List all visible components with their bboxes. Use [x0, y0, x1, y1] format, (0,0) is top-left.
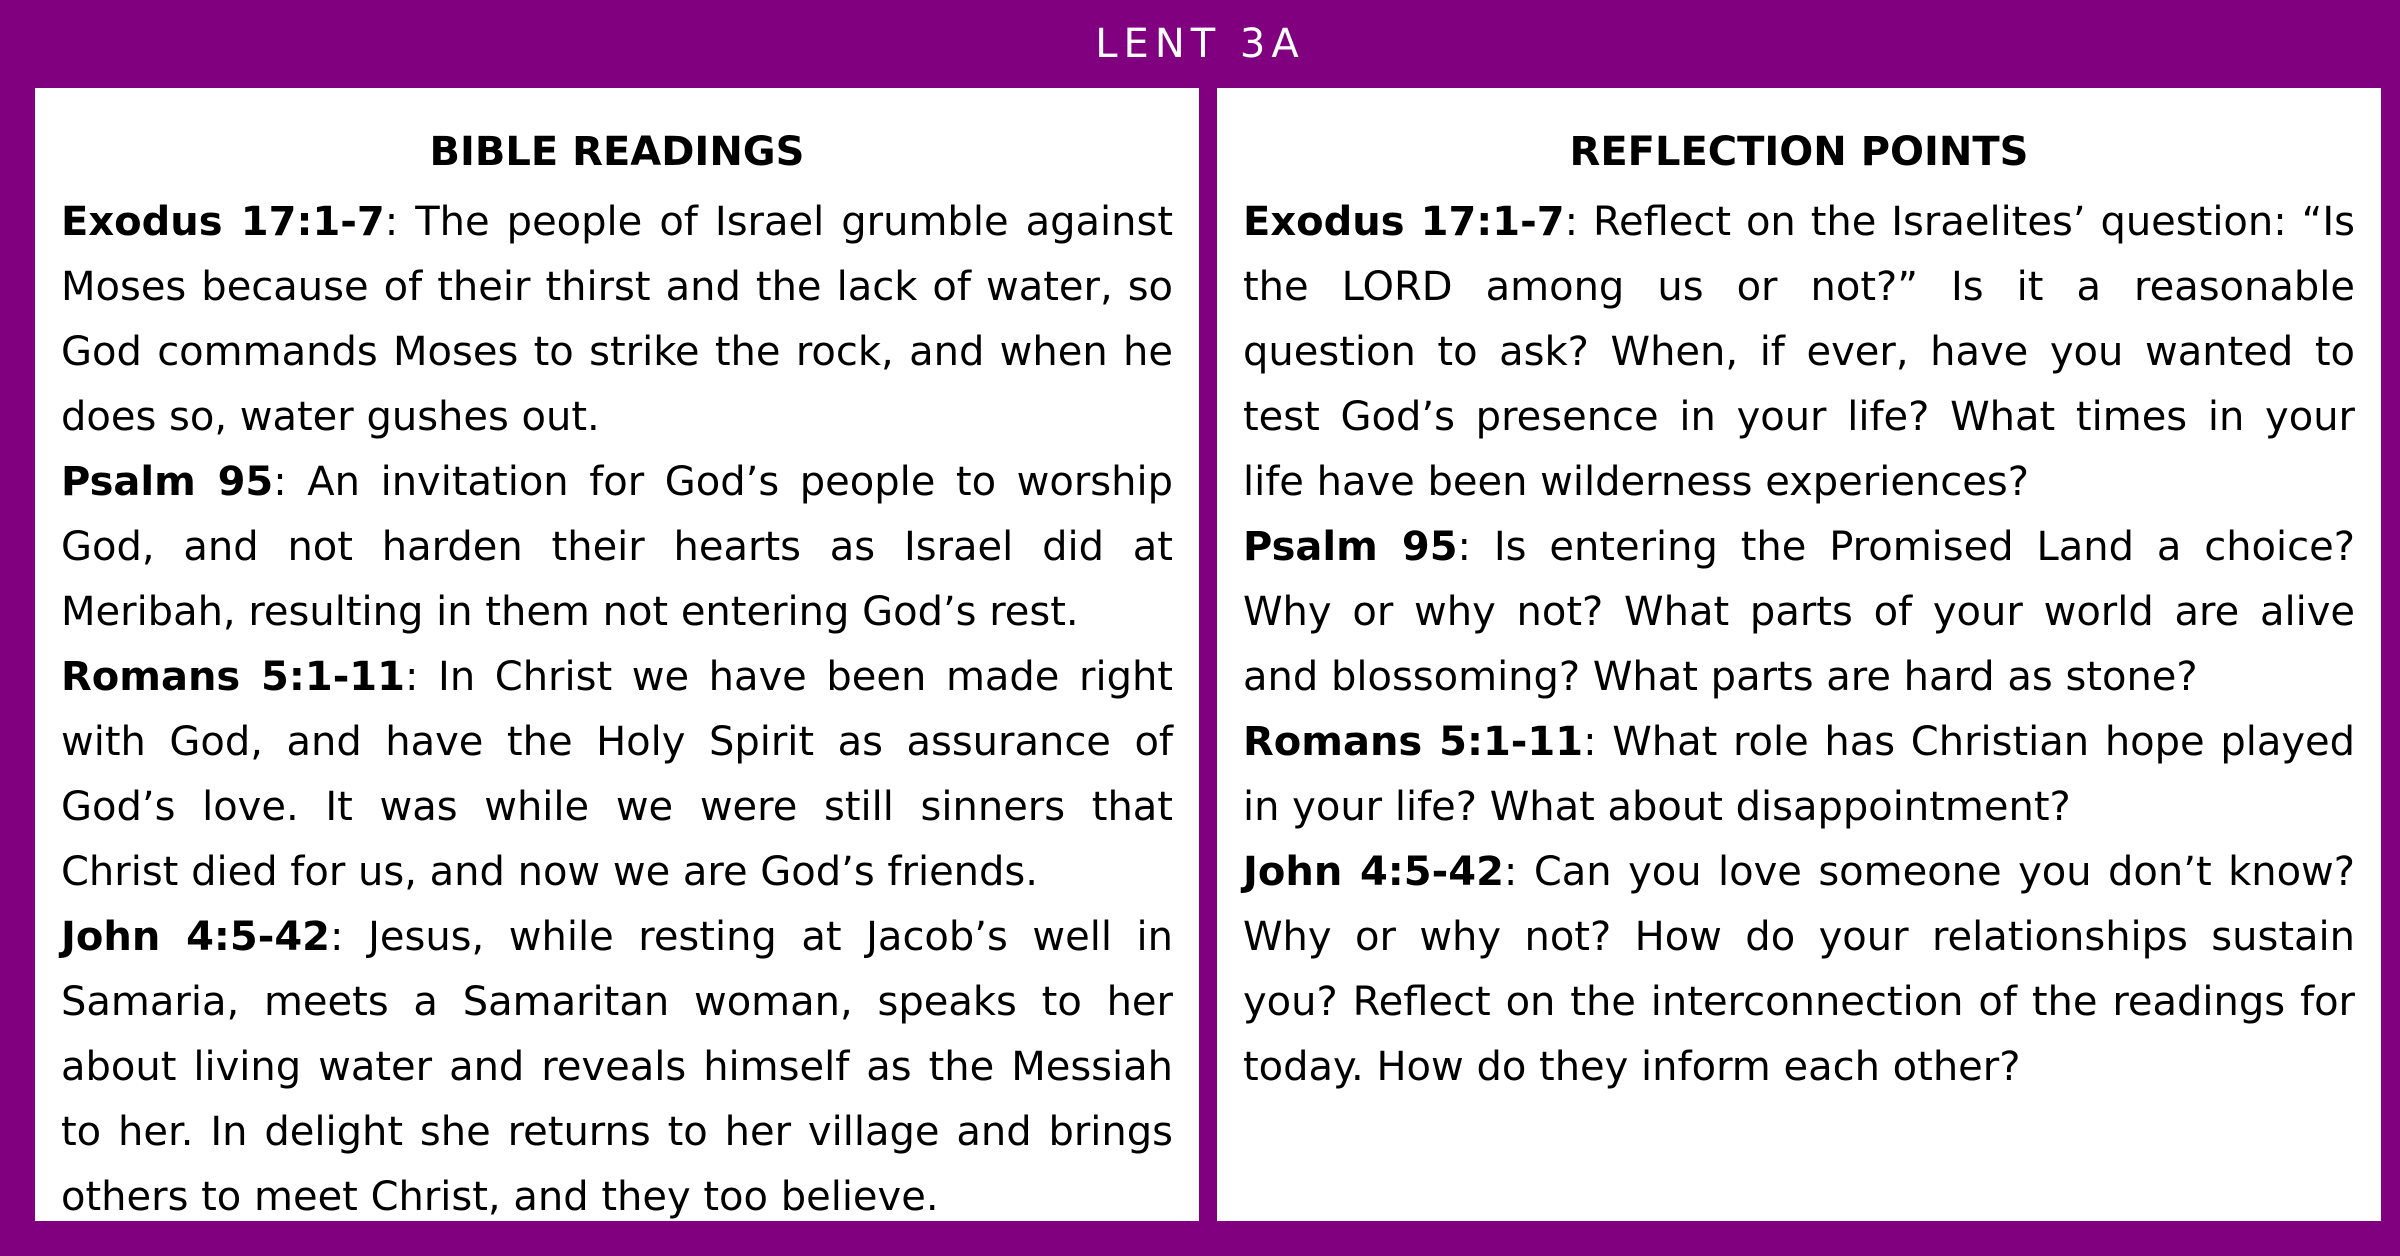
reflection-ref: John 4:5-42 [1243, 849, 1504, 895]
reading-ref: Romans 5:1-11 [61, 654, 405, 700]
reflection-points-heading: REFLECTION POINTS [1569, 129, 2029, 175]
reading-ref: John 4:5-42 [61, 914, 331, 960]
reading-text: : In Christ we have been made right with God, and have the Holy Spirit as assurance of God’s love. It was while we were still sinners that Christ died for us, and now we are God’s friends. [61, 654, 1173, 895]
reading-entry-romans [61, 645, 1173, 905]
reflection-ref: Exodus 17:1-7 [1243, 199, 1565, 245]
reflection-text: : Can you love someone you don’t know? Why or why not? How do your relationships sustain you? Reflect on the interconnection of the readings for today. How do they inform each other? [1243, 849, 2356, 1090]
reading-ref: Exodus 17:1-7 [61, 199, 385, 245]
reflection-entry-psalm [1243, 515, 2355, 710]
reading-text: : Jesus, while resting at Jacob’s well in Samaria, meets a Samaritan woman, speaks to her about living water and reveals himself as the Messiah to her. In delight she returns to her village and brings others to meet Christ, and they too believe. [61, 914, 1173, 1220]
reflection-entry-john [1243, 840, 2355, 1100]
reading-text: : The people of Israel grumble against Moses because of their thirst and the lack of water, so God commands Moses to strike the rock, and when he does so, water gushes out. [61, 199, 1173, 440]
reflection-text: : Reflect on the Israelites’ question: “Is the LORD among us or not?” Is it a reasonable question to ask? When, if ever, have you wanted to test God’s presence in your life? What times in your life have been wilderness experiences? [1243, 199, 2356, 505]
reflection-entry-romans [1243, 710, 2355, 840]
reading-text: : An invitation for God’s people to worship God, and not harden their hearts as Israel did at Meribah, resulting in them not entering God’s rest. [61, 459, 1173, 635]
reflection-ref: Psalm 95 [1243, 524, 1458, 570]
reflection-entry-exodus [1243, 190, 2355, 515]
reading-entry-exodus [61, 190, 1173, 450]
bible-readings-panel [35, 88, 1199, 1221]
reflection-points-panel [1217, 88, 2381, 1221]
reading-entry-psalm [61, 450, 1173, 645]
bible-readings-heading: BIBLE READINGS [429, 129, 805, 175]
reading-ref: Psalm 95 [61, 459, 274, 505]
reading-entry-john [61, 905, 1173, 1230]
page-title: LENT 3A [1095, 21, 1305, 67]
reflection-text: : What role has Christian hope played in your life? What about disappointment? [1243, 719, 2356, 830]
reflection-ref: Romans 5:1-11 [1243, 719, 1584, 765]
reflection-text: : Is entering the Promised Land a choice? Why or why not? What parts of your world are alive and blossoming? What parts are hard as stone? [1243, 524, 2355, 700]
